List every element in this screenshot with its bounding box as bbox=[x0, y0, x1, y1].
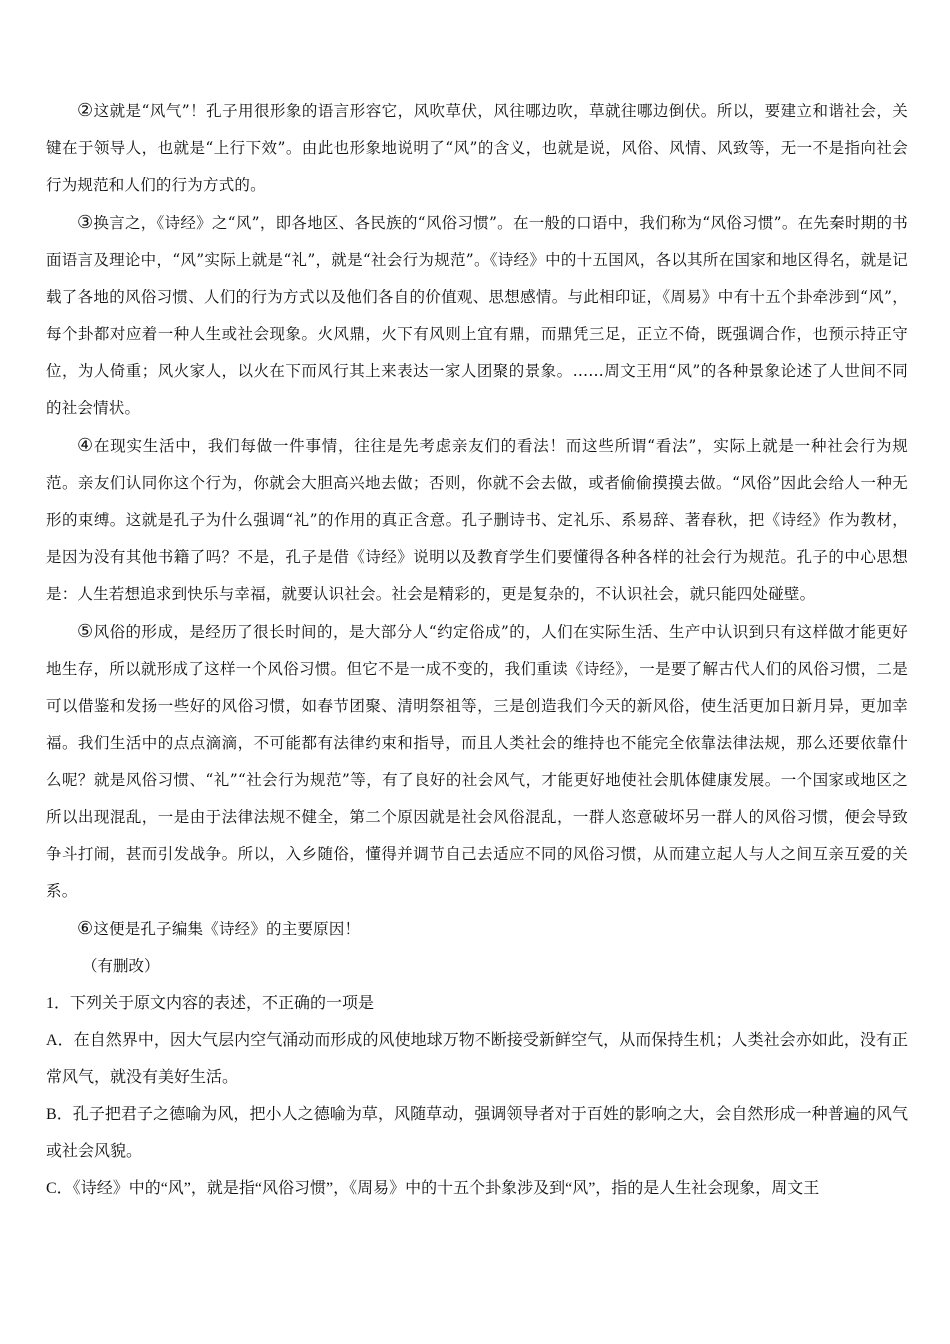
paragraph-number: ④ bbox=[77, 435, 94, 456]
option-a bbox=[46, 1022, 908, 1096]
paragraph-number: ⑥ bbox=[77, 918, 94, 939]
question-stem: 1．下列关于原文内容的表述，不正确的一项是 bbox=[46, 995, 375, 1012]
paragraph-4 bbox=[46, 427, 908, 613]
paragraph-text: 这便是孔子编集《诗经》的主要原因！ bbox=[93, 920, 361, 938]
source-note: （有删改） bbox=[82, 957, 160, 975]
paragraph-6 bbox=[46, 910, 908, 948]
paragraph-number: ② bbox=[77, 100, 94, 121]
paragraph-text: 在现实生活中，我们每做一件事情，往往是先考虑亲友们的看法！而这些所谓“看法”，实际上就是一种社会行为规范。亲友们认同你这个行为，你就会大胆高兴地去做；否则，你就不会去做，或者偷偷摸摸去做。“风俗”因此会给人一种无形的束缚。这就是孔子为什么强调“礼”的作用的真正含意。孔子删诗书、定礼乐、系易辞、著春秋，把《诗经》作为教材，是因为没有其他书籍了吗？不是，孔子是借《诗经》说明以及教育学生们要懂得各种各样的社会行为规范。孔子的中心思想是：人生若想追求到快乐与幸福，就要认识社会。社会是精彩的，更是复杂的，不认识社会，就只能四处碰壁。 bbox=[46, 437, 908, 603]
option-text: 在自然界中，因大气层内空气涌动而形成的风使地球万物不断接受新鲜空气，从而保持生机；人类社会亦如此，没有正常风气，就没有美好生活。 bbox=[46, 1032, 908, 1086]
paragraph-number: ③ bbox=[77, 212, 94, 233]
option-c bbox=[46, 1170, 908, 1207]
option-label: A． bbox=[46, 1032, 74, 1049]
paragraph-3 bbox=[46, 204, 908, 427]
option-label: C． bbox=[46, 1180, 73, 1197]
paragraph-text: 风俗的形成，是经历了很长时间的，是大部分人“约定俗成”的，人们在实际生活、生产中认识到只有这样做才能更好地生存，所以就形成了这样一个风俗习惯。但它不是一成不变的，我们重读《诗经》，一是要了解古代人们的风俗习惯，二是可以借鉴和发扬一些好的风俗习惯，如春节团聚、清明祭祖等，三是创造我们今天的新风俗，使生活更加日新月异，更加幸福。我们生活中的点点滴滴，不可能都有法律约束和指导，而且人类社会的维持也不能完全依靠法律法规，那么还要依靠什么呢？就是风俗习惯、“礼”“社会行为规范”等，有了良好的社会风气，才能更好地使社会肌体健康发展。一个国家或地区之所以出现混乱，一是由于法律法规不健全，第二个原因就是社会风俗混乱，一群人恣意破坏另一群人的风俗习惯，便会导致争斗打闹，甚而引发战争。所以，入乡随俗，懂得并调节自己去适应不同的风俗习惯，从而建立起人与人之间互亲互爱的关系。 bbox=[46, 623, 908, 900]
paragraph-text: 这就是“风气”！孔子用很形象的语言形容它，风吹草伏，风往哪边吹，草就往哪边倒伏。所以，要建立和谐社会，关键在于领导人，也就是“上行下效”。由此也形象地说明了“风”的含义，也就是说，风俗、风情、风致等，无一不是指向社会行为规范和人们的行为方式的。 bbox=[46, 102, 908, 194]
paragraph-2 bbox=[46, 92, 908, 204]
option-text: 孔子把君子之德喻为风，把小人之德喻为草，风随草动，强调领导者对于百姓的影响之大，会自然形成一种普遍的风气或社会风貌。 bbox=[46, 1106, 908, 1160]
option-b bbox=[46, 1096, 908, 1170]
option-text: 《诗经》中的“风”，就是指“风俗习惯”，《周易》中的十五个卦象涉及到“风”，指的是人生社会现象，周文王 bbox=[72, 1180, 820, 1197]
document-page bbox=[46, 92, 908, 1207]
paragraph-text: 换言之，《诗经》之“风”，即各地区、各民族的“风俗习惯”。在一般的口语中，我们称为“风俗习惯”。在先秦时期的书面语言及理论中，“风”实际上就是“礼”，就是“社会行为规范”。《诗经》中的十五国风，各以其所在国家和地区得名，就是记载了各地的风俗习惯、人们的行为方式以及他们各自的价值观、思想感情。与此相印证，《周易》中有十五个卦牵涉到“风”，每个卦都对应着一种人生或社会现象。火风鼎，火下有风则上宜有鼎，而鼎凭三足，正立不倚，既强调合作，也预示持正守位，为人倚重；风火家人，以火在下而风行其上来表达一家人团聚的景象。……周文王用“风”的各种景象论述了人世间不同的社会情状。 bbox=[46, 214, 908, 417]
paragraph-number: ⑤ bbox=[77, 621, 94, 642]
option-label: B． bbox=[46, 1106, 73, 1123]
paragraph-5 bbox=[46, 613, 908, 910]
